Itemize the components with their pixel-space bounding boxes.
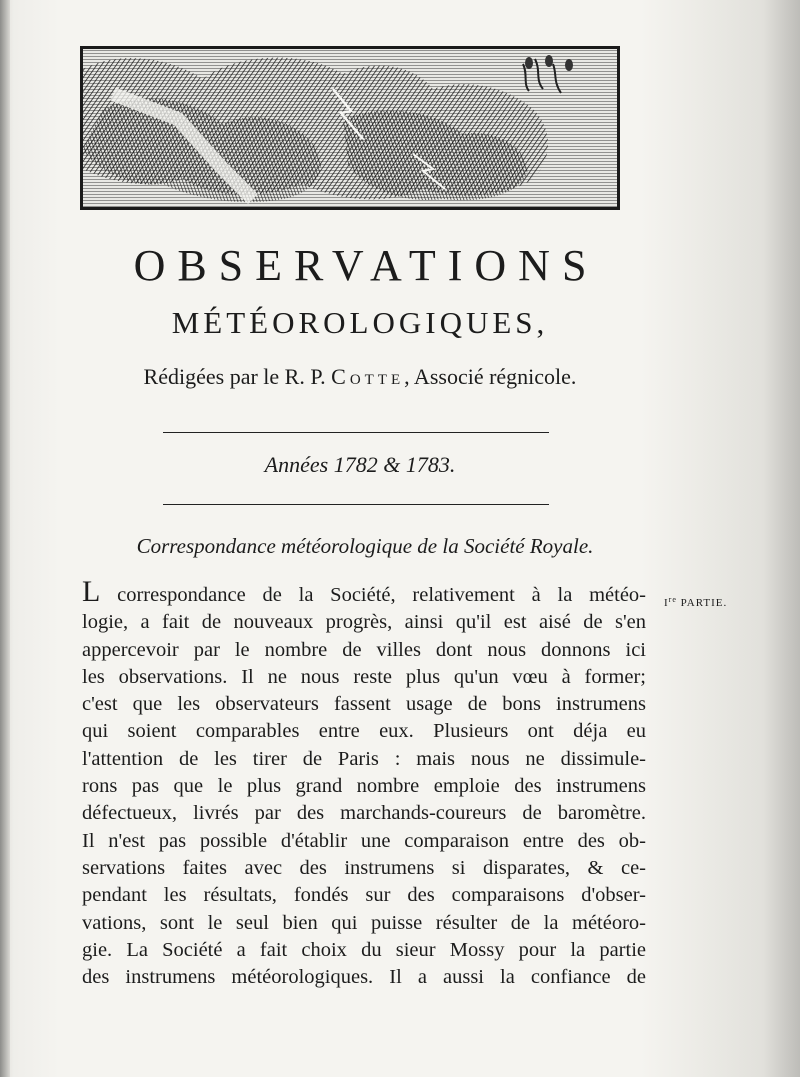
divider-rule-top bbox=[163, 432, 549, 433]
years-heading: Années 1782 & 1783. bbox=[264, 452, 456, 477]
storm-cloud-illustration bbox=[83, 49, 617, 207]
page-edge-shadow bbox=[764, 0, 800, 1077]
drop-cap: L bbox=[82, 575, 101, 608]
body-line: vations, sont le seul bien qui puisse résulter de la météoro- bbox=[82, 911, 646, 934]
body-line: qui soient comparables entre eux. Plusieurs ont déja eu bbox=[82, 720, 646, 743]
section-title: Correspondance météorologique de la Société Royale. bbox=[136, 534, 594, 558]
storm-engraving-headpiece bbox=[80, 46, 620, 210]
byline-suffix: , Associé régnicole. bbox=[404, 364, 577, 389]
body-line: des instrumens météorologiques. Il a aussi la confiance de bbox=[82, 966, 646, 989]
author-byline bbox=[0, 364, 720, 390]
body-line: rons pas que le plus grand nombre emploie des instrumens bbox=[82, 775, 646, 798]
author-name: Cotte bbox=[331, 364, 405, 389]
body-paragraph bbox=[82, 575, 646, 991]
body-line: logie, a fait de nouveaux progrès, ainsi qu'il est aisé de s'en bbox=[82, 611, 646, 634]
byline-prefix: Rédigées par le R. P. bbox=[143, 364, 332, 389]
divider-rule-bottom bbox=[163, 504, 549, 505]
title-observations: OBSERVATIONS bbox=[133, 241, 599, 290]
body-line bbox=[82, 575, 646, 609]
title-meteorologiques: MÉTÉOROLOGIQUES, bbox=[171, 305, 549, 340]
body-line: gie. La Société a fait choix du sieur Mossy pour la partie bbox=[82, 938, 646, 961]
body-line: les observations. Il ne nous reste plus qu'un vœu à former; bbox=[82, 665, 646, 688]
body-line: Il n'est pas possible d'établir une comparaison entre des ob- bbox=[82, 829, 646, 852]
body-line: c'est que les observateurs fassent usage de bons instrumens bbox=[82, 693, 646, 716]
margin-note-partie bbox=[664, 595, 727, 609]
body-line-text: correspondance de la Société, relativement à la météo- bbox=[100, 584, 646, 606]
body-line: défectueux, livrés par des marchands-coureurs de baromètre. bbox=[82, 802, 646, 825]
margin-note-label: PARTIE. bbox=[676, 597, 728, 609]
body-line: appercevoir par le nombre de villes dont nous donnons ici bbox=[82, 638, 646, 661]
body-line: servations faites avec des instrumens si disparates, & ce- bbox=[82, 856, 646, 879]
body-line: l'attention de les tirer de Paris : mais nous ne dissimule- bbox=[82, 747, 646, 770]
body-line: pendant les résultats, fondés sur des comparaisons d'obser- bbox=[82, 884, 646, 907]
margin-note-sup: re bbox=[668, 595, 677, 604]
margin-note-number: I bbox=[664, 597, 669, 609]
